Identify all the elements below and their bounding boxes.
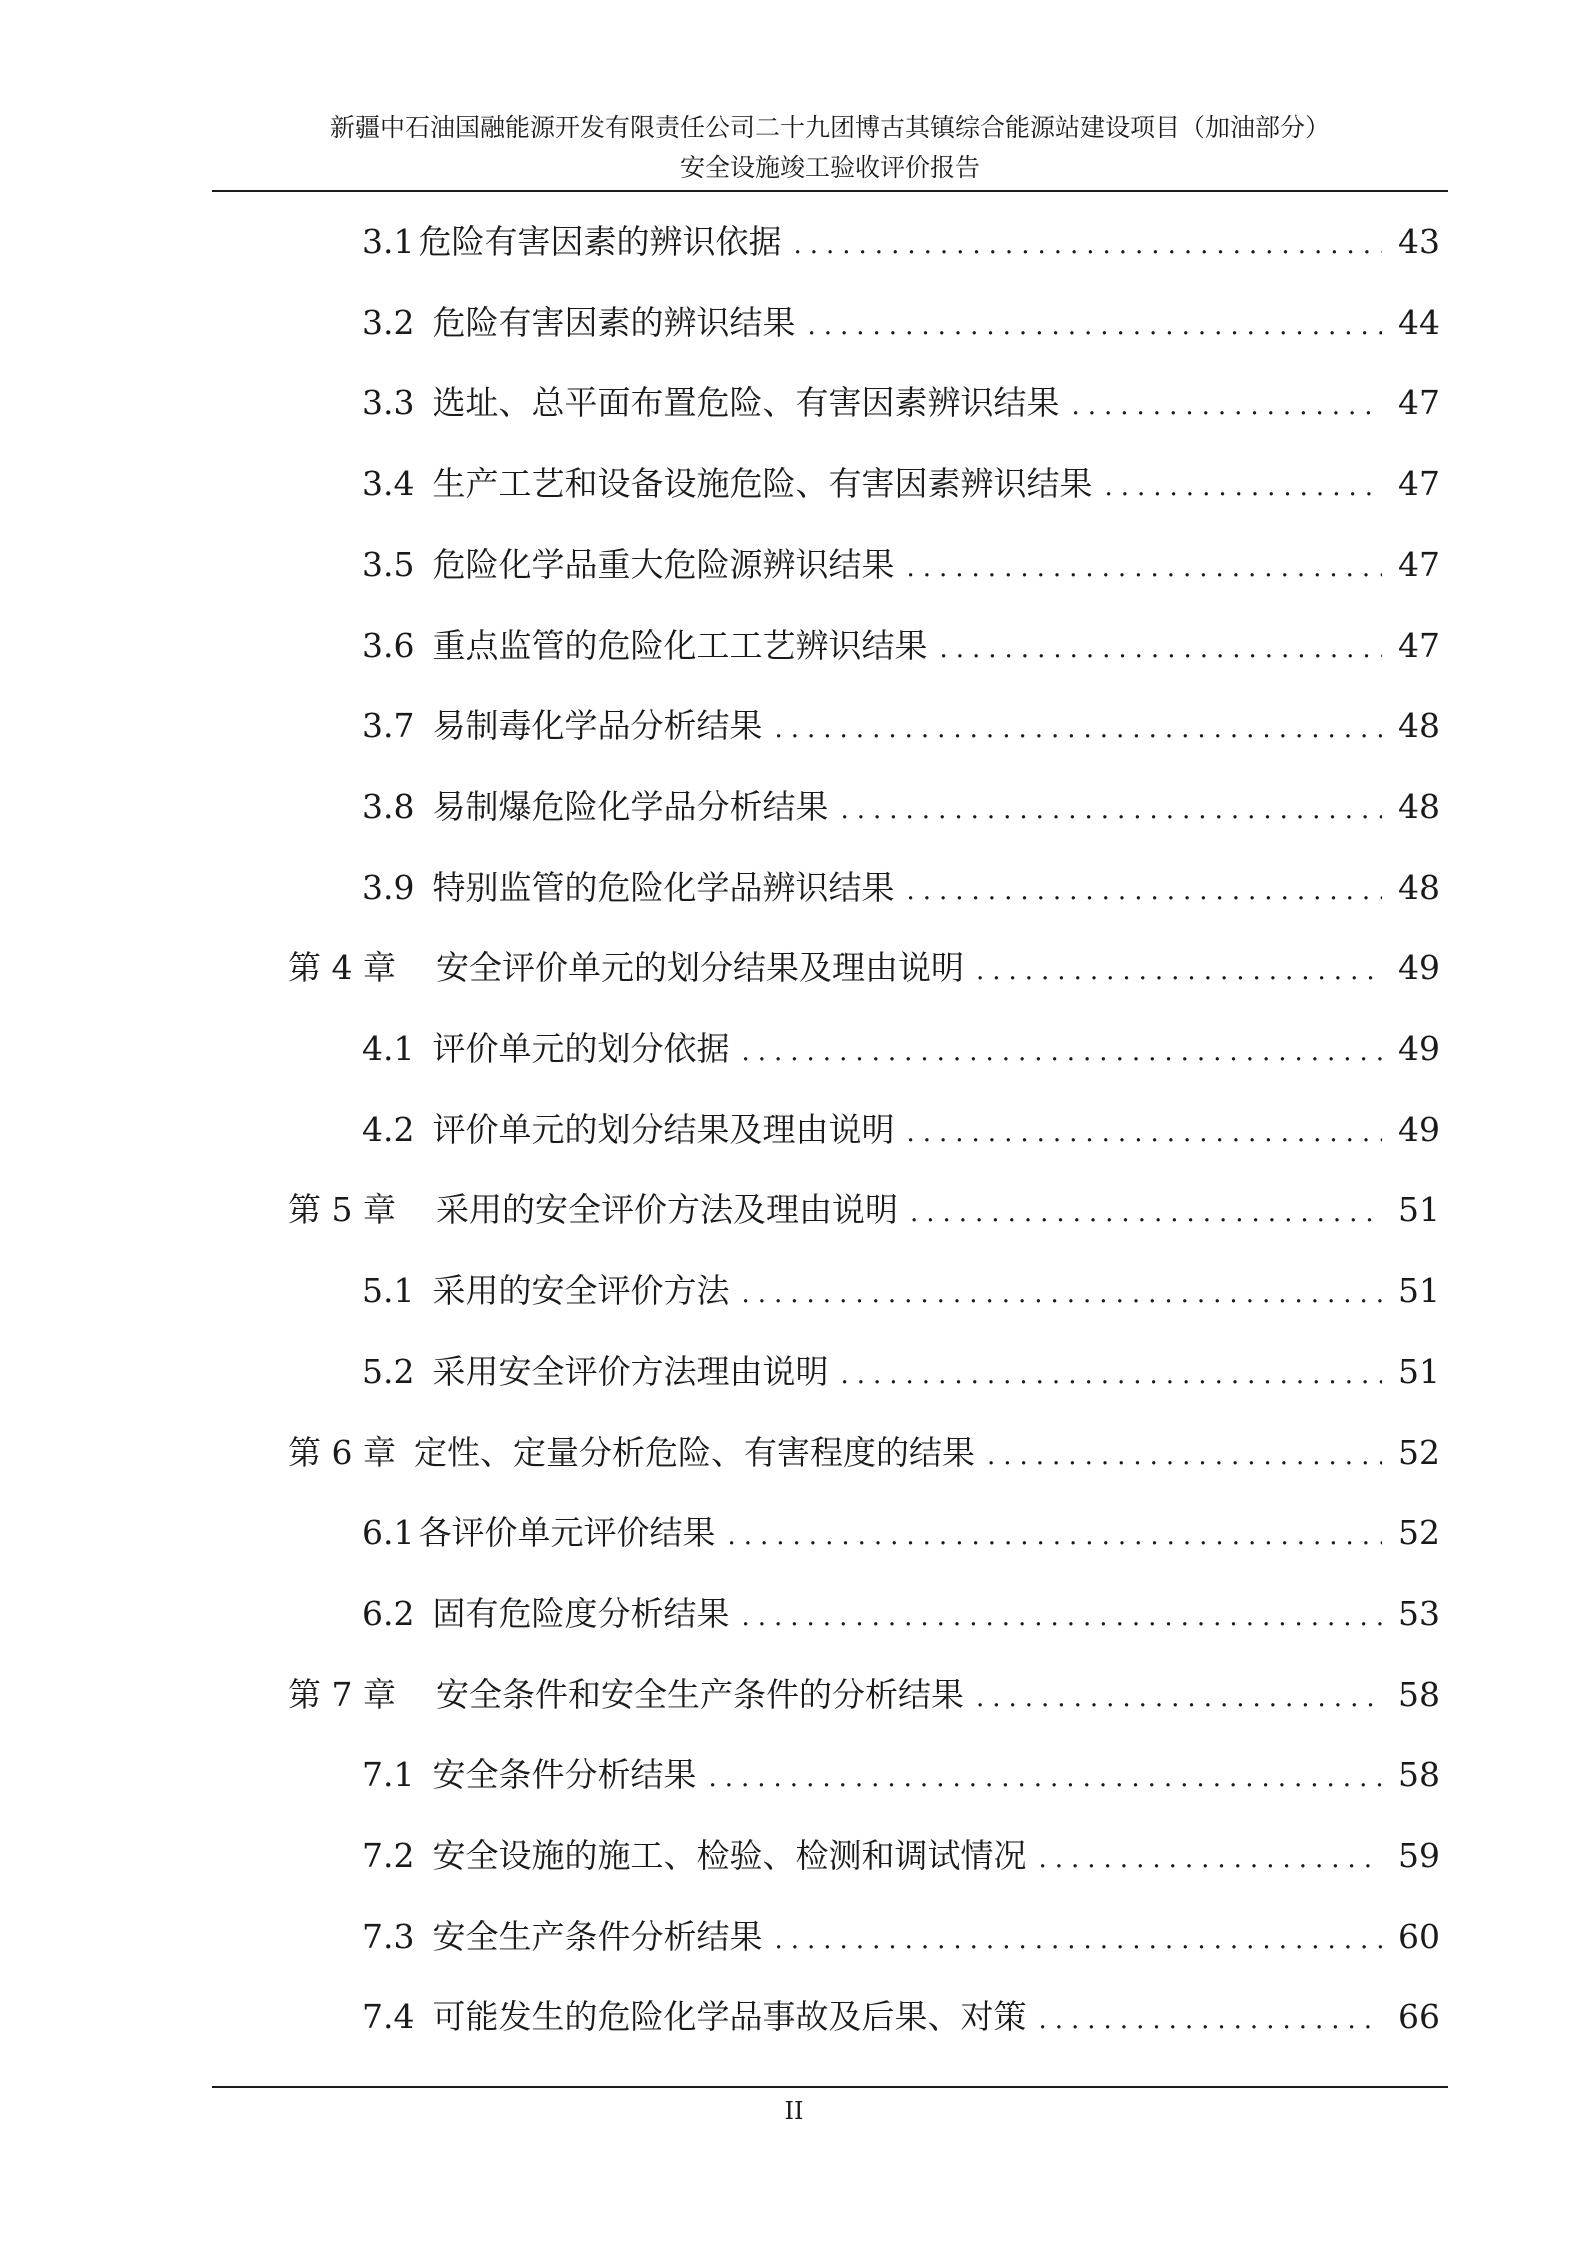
toc-entry-page: 52 bbox=[1398, 1432, 1440, 1472]
toc-entry-page: 49 bbox=[1398, 1029, 1440, 1068]
toc-entry-number: 3.2 bbox=[362, 302, 415, 342]
toc-entry-title: 生产工艺和设备设施危险、有害因素辨识结果 bbox=[432, 464, 1093, 504]
toc-dot-leader bbox=[741, 1587, 1382, 1647]
toc-entry-number: 第 5 章 bbox=[288, 1190, 396, 1230]
toc-entry-title: 易制爆危险化学品分析结果 bbox=[432, 786, 829, 826]
toc-entry-title: 特别监管的危险化学品辨识结果 bbox=[432, 867, 895, 907]
toc-entry-number: 3.4 bbox=[362, 464, 415, 504]
toc-entry[interactable] bbox=[288, 1180, 1440, 1240]
toc-entry[interactable] bbox=[362, 535, 1440, 595]
toc-entry-number: 7.2 bbox=[362, 1836, 415, 1875]
toc-entry-page: 58 bbox=[1398, 1674, 1440, 1714]
toc-entry-page: 51 bbox=[1398, 1190, 1440, 1230]
toc-entry-number: 3.9 bbox=[362, 867, 415, 907]
toc-entry-title: 评价单元的划分结果及理由说明 bbox=[432, 1109, 895, 1149]
header-project-title: 新疆中石油国融能源开发有限责任公司二十九团博古其镇综合能源站建设项目（加油部分） bbox=[329, 113, 1330, 142]
toc-dot-leader bbox=[840, 1345, 1382, 1405]
running-header bbox=[212, 108, 1448, 188]
toc-entry-title: 安全设施的施工、检验、检测和调试情况 bbox=[432, 1836, 1027, 1875]
toc-dot-leader bbox=[1071, 376, 1382, 436]
toc-entry-page: 60 bbox=[1398, 1916, 1440, 1956]
toc-entry-page: 47 bbox=[1398, 464, 1440, 504]
toc-entry-number: 3.1 bbox=[362, 222, 415, 261]
toc-entry-page: 51 bbox=[1398, 1351, 1440, 1391]
toc-entry-title: 定性、定量分析危险、有害程度的结果 bbox=[413, 1432, 975, 1472]
toc-dot-leader bbox=[1038, 1829, 1382, 1889]
toc-entry[interactable] bbox=[362, 1745, 1440, 1805]
toc-entry[interactable] bbox=[362, 1826, 1440, 1886]
toc-entry-number: 6.1 bbox=[362, 1513, 415, 1553]
toc-entry-page: 51 bbox=[1398, 1271, 1440, 1311]
toc-dot-leader bbox=[906, 538, 1382, 598]
toc-entry-number: 第 7 章 bbox=[288, 1674, 396, 1714]
toc-entry[interactable] bbox=[362, 212, 1440, 272]
toc-entry-page: 52 bbox=[1398, 1513, 1440, 1553]
toc-entry-page: 59 bbox=[1398, 1836, 1440, 1875]
toc-entry-title: 评价单元的划分依据 bbox=[432, 1029, 730, 1068]
toc-entry-number: 5.2 bbox=[362, 1351, 415, 1391]
toc-entry[interactable] bbox=[362, 1342, 1440, 1402]
toc-entry[interactable] bbox=[362, 616, 1440, 676]
toc-dot-leader bbox=[708, 1748, 1382, 1808]
toc-entry-title: 选址、总平面布置危险、有害因素辨识结果 bbox=[432, 383, 1060, 423]
toc-entry[interactable] bbox=[288, 1423, 1440, 1483]
toc-entry-number: 5.1 bbox=[362, 1271, 415, 1311]
toc-entry-page: 53 bbox=[1398, 1593, 1440, 1633]
toc-entry-page: 48 bbox=[1398, 706, 1440, 746]
toc-entry-page: 48 bbox=[1398, 786, 1440, 826]
toc-dot-leader bbox=[807, 296, 1382, 356]
toc-entry[interactable] bbox=[362, 1100, 1440, 1160]
toc-entry-page: 66 bbox=[1398, 1997, 1440, 2037]
toc-dot-leader bbox=[939, 619, 1382, 679]
toc-dot-leader bbox=[741, 1264, 1382, 1324]
toc-dot-leader bbox=[906, 1103, 1382, 1163]
toc-dot-leader bbox=[906, 861, 1382, 921]
toc-entry[interactable] bbox=[362, 1019, 1440, 1079]
toc-dot-leader bbox=[793, 215, 1382, 275]
toc-entry-title: 各评价单元评价结果 bbox=[418, 1513, 716, 1553]
toc-entry-number: 3.7 bbox=[362, 706, 415, 746]
toc-entry[interactable] bbox=[362, 1907, 1440, 1967]
toc-entry-number: 4.1 bbox=[362, 1029, 415, 1068]
toc-entry-title: 采用的安全评价方法 bbox=[432, 1271, 730, 1311]
toc-entry[interactable] bbox=[362, 1987, 1440, 2047]
toc-entry-title: 危险化学品重大危险源辨识结果 bbox=[432, 544, 895, 584]
toc-entry[interactable] bbox=[362, 696, 1440, 756]
toc-entry-page: 48 bbox=[1398, 867, 1440, 907]
toc-entry-title: 重点监管的危险化工工艺辨识结果 bbox=[432, 625, 928, 665]
toc-entry-title: 固有危险度分析结果 bbox=[432, 1593, 730, 1633]
toc-entry-number: 6.2 bbox=[362, 1593, 415, 1633]
toc-dot-leader bbox=[774, 1910, 1382, 1970]
toc-entry-title: 危险有害因素的辨识依据 bbox=[418, 222, 782, 261]
toc-dot-leader bbox=[727, 1506, 1382, 1566]
toc-entry[interactable] bbox=[362, 373, 1440, 433]
toc-entry-title: 采用的安全评价方法及理由说明 bbox=[435, 1190, 898, 1230]
toc-entry-number: 3.3 bbox=[362, 383, 415, 423]
toc-entry-title: 采用安全评价方法理由说明 bbox=[432, 1351, 829, 1391]
toc-entry-title: 易制毒化学品分析结果 bbox=[432, 706, 763, 746]
toc-dot-leader bbox=[1038, 1990, 1382, 2050]
toc-entry[interactable] bbox=[362, 293, 1440, 353]
header-report-title: 安全设施竣工验收评价报告 bbox=[679, 153, 980, 182]
toc-entry[interactable] bbox=[288, 938, 1440, 998]
toc-dot-leader bbox=[976, 1668, 1382, 1728]
toc-entry-page: 44 bbox=[1398, 302, 1440, 342]
toc-entry-page: 47 bbox=[1398, 383, 1440, 423]
toc-entry-page: 58 bbox=[1398, 1755, 1440, 1795]
toc-dot-leader bbox=[987, 1426, 1382, 1486]
toc-entry[interactable] bbox=[362, 1503, 1440, 1563]
toc-dot-leader bbox=[840, 780, 1382, 840]
toc-entry[interactable] bbox=[288, 1665, 1440, 1725]
toc-entry-title: 安全评价单元的划分结果及理由说明 bbox=[435, 948, 964, 988]
toc-entry[interactable] bbox=[362, 777, 1440, 837]
toc-entry-page: 47 bbox=[1398, 625, 1440, 665]
page-number: II bbox=[784, 2097, 804, 2125]
toc-entry-page: 49 bbox=[1398, 948, 1440, 988]
toc-entry[interactable] bbox=[362, 1584, 1440, 1644]
toc-entry[interactable] bbox=[362, 454, 1440, 514]
toc-entry-title: 安全条件分析结果 bbox=[432, 1755, 697, 1795]
toc-entry[interactable] bbox=[362, 1261, 1440, 1321]
toc-entry[interactable] bbox=[362, 858, 1440, 918]
toc-entry-title: 危险有害因素的辨识结果 bbox=[432, 302, 796, 342]
toc-entry-number: 3.5 bbox=[362, 544, 415, 584]
header-divider bbox=[212, 190, 1448, 192]
toc-dot-leader bbox=[910, 1183, 1382, 1243]
toc-entry-title: 安全条件和安全生产条件的分析结果 bbox=[435, 1674, 964, 1714]
toc-dot-leader bbox=[774, 699, 1382, 759]
toc-entry-number: 7.3 bbox=[362, 1916, 415, 1956]
toc-entry-page: 49 bbox=[1398, 1109, 1440, 1149]
footer-divider bbox=[212, 2086, 1448, 2088]
toc-entry-number: 第 6 章 bbox=[288, 1432, 396, 1472]
toc-entry-page: 43 bbox=[1398, 222, 1440, 261]
toc-dot-leader bbox=[741, 1022, 1382, 1082]
toc-entry-number: 4.2 bbox=[362, 1109, 415, 1149]
toc-entry-number: 7.1 bbox=[362, 1755, 415, 1795]
toc-entry-title: 可能发生的危险化学品事故及后果、对策 bbox=[432, 1997, 1027, 2037]
toc-entry-title: 安全生产条件分析结果 bbox=[432, 1916, 763, 1956]
toc-entry-number: 7.4 bbox=[362, 1997, 415, 2037]
toc-entry-number: 3.6 bbox=[362, 625, 415, 665]
toc-entry-number: 第 4 章 bbox=[288, 948, 396, 988]
toc-entry-number: 3.8 bbox=[362, 786, 415, 826]
toc-dot-leader bbox=[1104, 457, 1382, 517]
toc-entry-page: 47 bbox=[1398, 544, 1440, 584]
toc-dot-leader bbox=[976, 941, 1382, 1001]
